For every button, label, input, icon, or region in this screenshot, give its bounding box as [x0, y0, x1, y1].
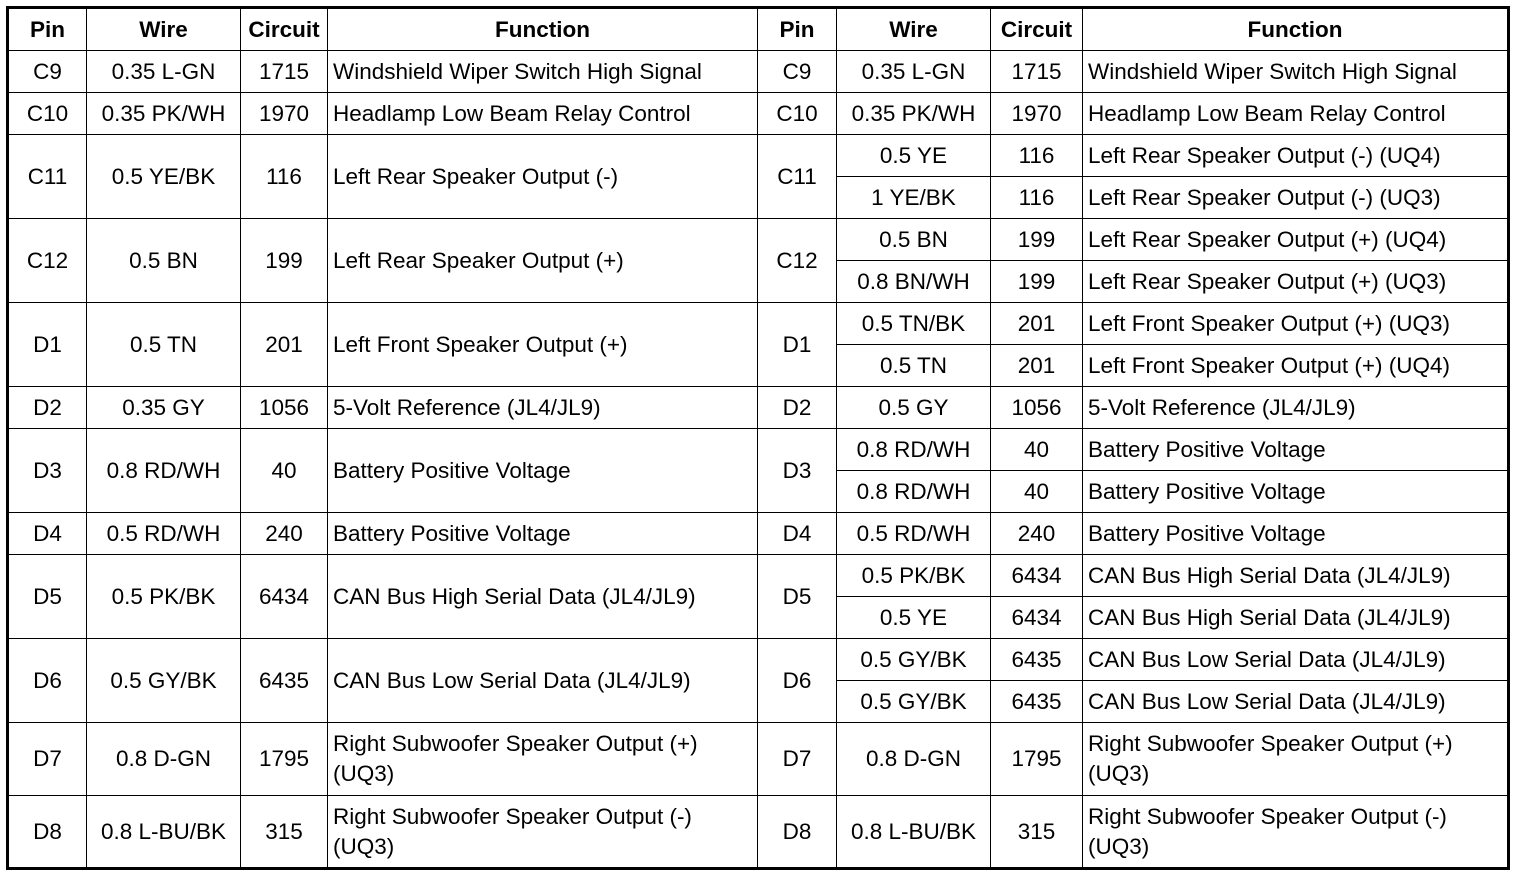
- circuit-cell: 116: [241, 135, 328, 219]
- circuit-cell: 1795: [241, 723, 328, 796]
- circuit-cell: 1970: [991, 93, 1083, 135]
- function-cell: Headlamp Low Beam Relay Control: [1083, 93, 1509, 135]
- circuit-cell: 315: [241, 796, 328, 869]
- wire-cell: 0.5 BN: [837, 219, 991, 261]
- wire-cell: 0.35 L-GN: [87, 51, 241, 93]
- circuit-cell: 6434: [991, 597, 1083, 639]
- wire-cell: 1 YE/BK: [837, 177, 991, 219]
- circuit-cell: 6435: [241, 639, 328, 723]
- circuit-cell: 201: [991, 303, 1083, 345]
- pin-cell: D5: [8, 555, 87, 639]
- header-pin: Pin: [8, 8, 87, 51]
- table-row: [8, 723, 1509, 796]
- wire-cell: 0.5 TN/BK: [837, 303, 991, 345]
- circuit-cell: 199: [241, 219, 328, 303]
- pin-cell: D6: [758, 639, 837, 723]
- table-row: [8, 429, 1509, 471]
- header-wire: Wire: [837, 8, 991, 51]
- function-cell: CAN Bus Low Serial Data (JL4/JL9): [328, 639, 758, 723]
- wire-cell: 0.8 RD/WH: [87, 429, 241, 513]
- table-row: [8, 303, 1509, 345]
- wire-cell: 0.5 RD/WH: [87, 513, 241, 555]
- circuit-cell: 240: [991, 513, 1083, 555]
- pin-cell: D8: [758, 796, 837, 869]
- table-row: [8, 219, 1509, 261]
- function-cell: CAN Bus High Serial Data (JL4/JL9): [1083, 597, 1509, 639]
- wire-cell: 0.5 GY/BK: [87, 639, 241, 723]
- wire-cell: 0.5 PK/BK: [837, 555, 991, 597]
- function-cell: Windshield Wiper Switch High Signal: [328, 51, 758, 93]
- circuit-cell: 199: [991, 261, 1083, 303]
- circuit-cell: 199: [991, 219, 1083, 261]
- circuit-cell: 1970: [241, 93, 328, 135]
- wire-cell: 0.5 YE/BK: [87, 135, 241, 219]
- function-cell: Right Subwoofer Speaker Output (+) (UQ3): [1083, 723, 1509, 796]
- header-circuit: Circuit: [241, 8, 328, 51]
- pin-cell: C12: [758, 219, 837, 303]
- function-cell: CAN Bus High Serial Data (JL4/JL9): [1083, 555, 1509, 597]
- header-function: Function: [328, 8, 758, 51]
- header-pin: Pin: [758, 8, 837, 51]
- header-circuit: Circuit: [991, 8, 1083, 51]
- pin-cell: D5: [758, 555, 837, 639]
- circuit-cell: 1715: [991, 51, 1083, 93]
- wire-cell: 0.8 BN/WH: [837, 261, 991, 303]
- wire-cell: 0.8 RD/WH: [837, 471, 991, 513]
- circuit-cell: 315: [991, 796, 1083, 869]
- function-cell: Right Subwoofer Speaker Output (+) (UQ3): [328, 723, 758, 796]
- function-cell: Left Rear Speaker Output (+) (UQ4): [1083, 219, 1509, 261]
- pin-cell: D7: [8, 723, 87, 796]
- circuit-cell: 6434: [991, 555, 1083, 597]
- pin-cell: C10: [758, 93, 837, 135]
- wire-cell: 0.5 GY: [837, 387, 991, 429]
- function-cell: 5-Volt Reference (JL4/JL9): [1083, 387, 1509, 429]
- function-cell: Left Rear Speaker Output (-) (UQ3): [1083, 177, 1509, 219]
- connector-pinout-table: [6, 6, 1510, 870]
- circuit-cell: 201: [991, 345, 1083, 387]
- circuit-cell: 1056: [991, 387, 1083, 429]
- circuit-cell: 40: [991, 471, 1083, 513]
- pin-cell: D4: [758, 513, 837, 555]
- function-cell: Left Front Speaker Output (+) (UQ4): [1083, 345, 1509, 387]
- function-cell: CAN Bus Low Serial Data (JL4/JL9): [1083, 681, 1509, 723]
- function-cell: Headlamp Low Beam Relay Control: [328, 93, 758, 135]
- circuit-cell: 201: [241, 303, 328, 387]
- function-cell: Battery Positive Voltage: [328, 513, 758, 555]
- wire-cell: 0.8 D-GN: [837, 723, 991, 796]
- wire-cell: 0.8 D-GN: [87, 723, 241, 796]
- function-cell: Windshield Wiper Switch High Signal: [1083, 51, 1509, 93]
- function-cell: Left Front Speaker Output (+): [328, 303, 758, 387]
- circuit-cell: 116: [991, 177, 1083, 219]
- wire-cell: 0.5 PK/BK: [87, 555, 241, 639]
- function-cell: Left Rear Speaker Output (-): [328, 135, 758, 219]
- circuit-cell: 240: [241, 513, 328, 555]
- function-cell: Battery Positive Voltage: [1083, 429, 1509, 471]
- pin-cell: D2: [758, 387, 837, 429]
- function-cell: Battery Positive Voltage: [328, 429, 758, 513]
- wire-cell: 0.5 RD/WH: [837, 513, 991, 555]
- pin-cell: C9: [8, 51, 87, 93]
- pin-cell: C10: [8, 93, 87, 135]
- table-row: [8, 639, 1509, 681]
- circuit-cell: 1715: [241, 51, 328, 93]
- table-row: [8, 135, 1509, 177]
- function-cell: Right Subwoofer Speaker Output (-) (UQ3): [328, 796, 758, 869]
- function-cell: CAN Bus Low Serial Data (JL4/JL9): [1083, 639, 1509, 681]
- circuit-cell: 6435: [991, 639, 1083, 681]
- function-cell: Right Subwoofer Speaker Output (-) (UQ3): [1083, 796, 1509, 869]
- function-cell: Battery Positive Voltage: [1083, 513, 1509, 555]
- wire-cell: 0.8 L-BU/BK: [87, 796, 241, 869]
- pin-cell: C11: [8, 135, 87, 219]
- wire-cell: 0.5 TN: [87, 303, 241, 387]
- function-cell: Battery Positive Voltage: [1083, 471, 1509, 513]
- pin-cell: D3: [8, 429, 87, 513]
- circuit-cell: 116: [991, 135, 1083, 177]
- function-cell: Left Front Speaker Output (+) (UQ3): [1083, 303, 1509, 345]
- function-cell: CAN Bus High Serial Data (JL4/JL9): [328, 555, 758, 639]
- table-row: [8, 51, 1509, 93]
- table-row: [8, 387, 1509, 429]
- pin-cell: C12: [8, 219, 87, 303]
- wire-cell: 0.5 TN: [837, 345, 991, 387]
- table-row: [8, 93, 1509, 135]
- pin-cell: C11: [758, 135, 837, 219]
- function-cell: Left Rear Speaker Output (+): [328, 219, 758, 303]
- header-row: [8, 8, 1509, 51]
- circuit-cell: 6435: [991, 681, 1083, 723]
- pin-cell: D1: [8, 303, 87, 387]
- pin-cell: D7: [758, 723, 837, 796]
- pin-cell: C9: [758, 51, 837, 93]
- wire-cell: 0.35 PK/WH: [87, 93, 241, 135]
- wire-cell: 0.8 L-BU/BK: [837, 796, 991, 869]
- wire-cell: 0.35 PK/WH: [837, 93, 991, 135]
- table-row: [8, 513, 1509, 555]
- header-function: Function: [1083, 8, 1509, 51]
- wire-cell: 0.5 YE: [837, 135, 991, 177]
- circuit-cell: 40: [241, 429, 328, 513]
- header-wire: Wire: [87, 8, 241, 51]
- wire-cell: 0.5 YE: [837, 597, 991, 639]
- function-cell: Left Rear Speaker Output (-) (UQ4): [1083, 135, 1509, 177]
- pin-cell: D8: [8, 796, 87, 869]
- wire-cell: 0.35 L-GN: [837, 51, 991, 93]
- pin-cell: D6: [8, 639, 87, 723]
- circuit-cell: 6434: [241, 555, 328, 639]
- circuit-cell: 1056: [241, 387, 328, 429]
- pin-cell: D1: [758, 303, 837, 387]
- circuit-cell: 40: [991, 429, 1083, 471]
- function-cell: 5-Volt Reference (JL4/JL9): [328, 387, 758, 429]
- pin-cell: D3: [758, 429, 837, 513]
- circuit-cell: 1795: [991, 723, 1083, 796]
- wire-cell: 0.35 GY: [87, 387, 241, 429]
- table-row: [8, 796, 1509, 869]
- function-cell: Left Rear Speaker Output (+) (UQ3): [1083, 261, 1509, 303]
- wire-cell: 0.5 BN: [87, 219, 241, 303]
- wire-cell: 0.5 GY/BK: [837, 681, 991, 723]
- wire-cell: 0.5 GY/BK: [837, 639, 991, 681]
- wire-cell: 0.8 RD/WH: [837, 429, 991, 471]
- table-row: [8, 555, 1509, 597]
- pin-cell: D2: [8, 387, 87, 429]
- pin-cell: D4: [8, 513, 87, 555]
